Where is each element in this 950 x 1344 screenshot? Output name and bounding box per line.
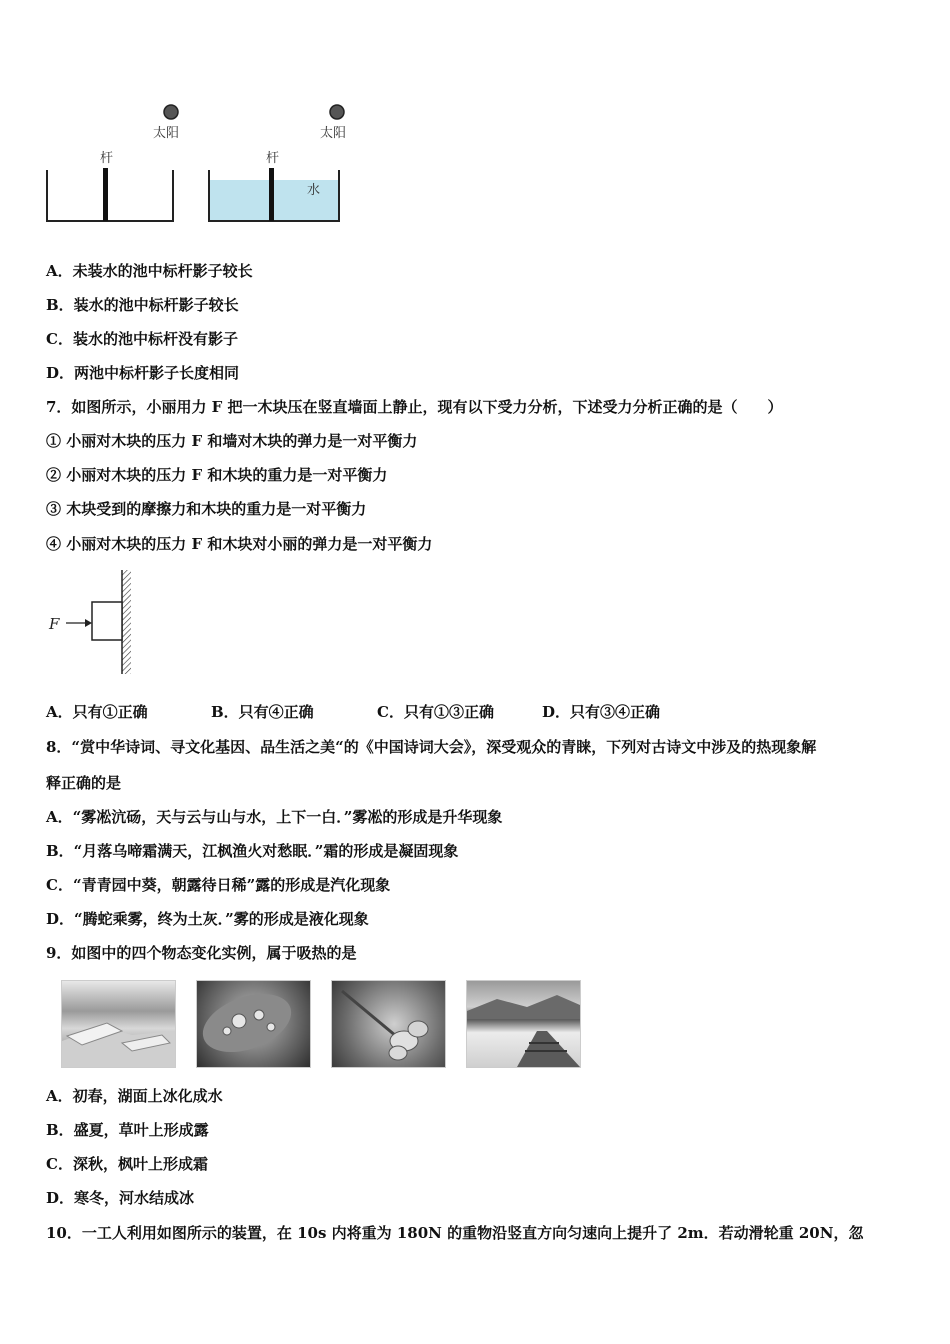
q7-statement-3: ③ 木块受到的摩擦力和木块的重力是一对平衡力 bbox=[46, 500, 367, 518]
q9-stem: 9．如图中的四个物态变化实例，属于吸热的是 bbox=[46, 944, 357, 962]
force-label: F bbox=[49, 615, 60, 633]
wall-block-figure bbox=[44, 568, 144, 678]
q7-option-c: C．只有①③正确 bbox=[377, 703, 494, 721]
q8-option-d: D．“腾蛇乘雾，终为土灰．”雾的形成是液化现象 bbox=[46, 910, 369, 928]
q9-option-b: B．盛夏，草叶上形成露 bbox=[46, 1121, 209, 1139]
q7-statement-2: ② 小丽对木块的压力 F 和木块的重力是一对平衡力 bbox=[46, 466, 388, 484]
q8-option-a: A．“雾凇沆砀，天与云与山与水，上下一白．”雾凇的形成是升华现象 bbox=[46, 808, 503, 826]
photo-frost-on-leaf bbox=[331, 980, 446, 1068]
q6-option-d: D．两池中标杆影子长度相同 bbox=[46, 364, 240, 382]
photo-river-freezing bbox=[466, 980, 581, 1068]
q8-stem-line2: 释正确的是 bbox=[46, 774, 122, 792]
q7-stem: 7．如图所示，小丽用力 F 把一木块压在竖直墙面上静止，现有以下受力分析，下述受力分析正确的是（ ） bbox=[46, 398, 783, 416]
wood-block bbox=[92, 602, 122, 640]
q9-option-a: A．初春，湖面上冰化成水 bbox=[46, 1087, 223, 1105]
photo-ice-melting bbox=[61, 980, 176, 1068]
q8-option-c: C．“青青园中葵，朝露待日稀”露的形成是汽化现象 bbox=[46, 876, 391, 894]
rod-right-label: 杆 bbox=[266, 151, 280, 166]
photo-dew-on-leaf bbox=[196, 980, 311, 1068]
wall bbox=[122, 570, 131, 674]
rod-left bbox=[103, 168, 108, 221]
q7-statement-1: ① 小丽对木块的压力 F 和墙对木块的弹力是一对平衡力 bbox=[46, 432, 418, 450]
q6-option-a: A．未装水的池中标杆影子较长 bbox=[46, 262, 253, 280]
q8-option-b: B．“月落乌啼霜满天，江枫渔火对愁眠．”霜的形成是凝固现象 bbox=[46, 842, 459, 860]
q7-option-d: D．只有③④正确 bbox=[542, 703, 661, 721]
q8-stem-line1: 8．“赏中华诗词、寻文化基因、品生活之美“的《中国诗词大会》，深受观众的青睐，下列对古诗文中涉及的热现象解 bbox=[46, 738, 817, 756]
sun-left-icon bbox=[164, 105, 178, 119]
q9-option-c: C．深秋，枫叶上形成霜 bbox=[46, 1155, 208, 1173]
q7-statement-4: ④ 小丽对木块的压力 F 和木块对小丽的弹力是一对平衡力 bbox=[46, 535, 433, 553]
sun-right-icon bbox=[330, 105, 344, 119]
sun-left-label: 太阳 bbox=[153, 126, 180, 141]
q6-option-b: B．装水的池中标杆影子较长 bbox=[46, 296, 239, 314]
sun-right-label: 太阳 bbox=[320, 126, 347, 141]
water-label: 水 bbox=[307, 183, 321, 198]
rod-right bbox=[269, 168, 274, 221]
pool-left bbox=[47, 170, 173, 221]
q7-options bbox=[46, 702, 660, 722]
q6-option-c: C．装水的池中标杆没有影子 bbox=[46, 330, 238, 348]
q7-option-a: A．只有①正确 bbox=[46, 703, 148, 721]
pools-figure bbox=[40, 98, 360, 228]
q7-option-b: B．只有④正确 bbox=[211, 703, 314, 721]
rod-left-label: 杆 bbox=[100, 151, 114, 166]
q10-stem: 10．一工人利用如图所示的装置，在 10s 内将重为 180N 的重物沿竖直方向匀速向上提升了 2m．若动滑轮重 20N，忽 bbox=[46, 1224, 864, 1242]
q9-option-d: D．寒冬，河水结成冰 bbox=[46, 1189, 195, 1207]
